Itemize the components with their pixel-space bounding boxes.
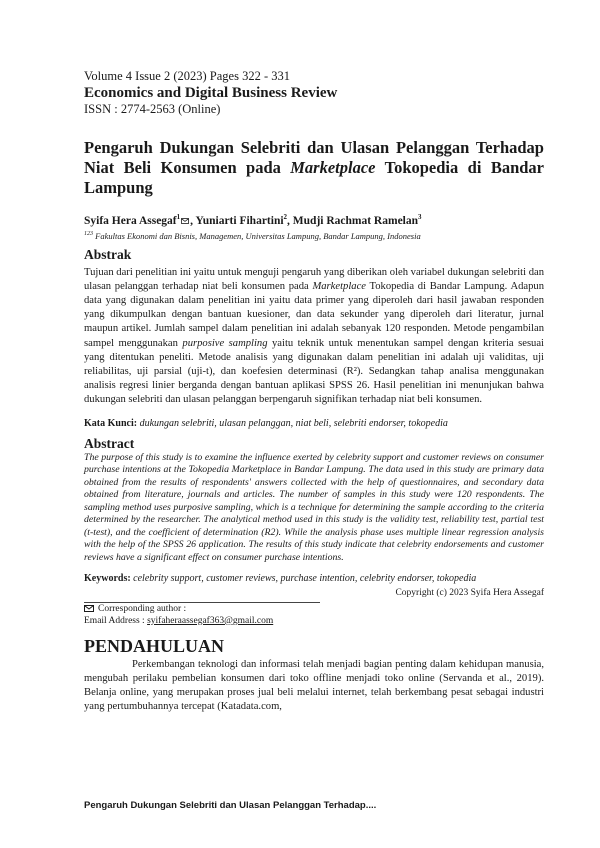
kata-kunci-value: dukungan selebriti, ulasan pelanggan, niat beli, selebriti endorser, tokopedia <box>137 417 448 429</box>
paper-title <box>84 138 544 198</box>
kata-kunci-label: Kata Kunci: <box>84 417 138 429</box>
keywords-label: Keywords: <box>84 573 131 585</box>
title-part-2: Tokopedia di Bandar Lampung <box>84 158 544 197</box>
authors <box>84 210 544 228</box>
abstract-heading: Abstract <box>84 435 135 451</box>
abstract-text: The purpose of this study is to examine the influence exerted by celebrity support and customer reviews on consumer purchase intentions at the Tokopedia Marketplace in Bandar Lampung. The data used in this study are primary data obtained from the results of respondents' answers collected with the help of questionnaires, and secondary data obtained from literature, journals and articles. The number of samples in this study were 120 respondents. The sampling method uses purposive sampling, which is a technique for determining the sample according to the criteria determined by the researcher. The analytical method used in this study is the validity test, reliability test, partial test (t-test), and the coefficient of determination (R2). While the analysis phase uses multiple linear regression analysis with the help of the SPSS 26 application. The results of this study indicate that celebrity endorsements and customer reviews have a significant effect on consumer purchase intentions. <box>84 451 544 563</box>
affiliation-text: Fakultas Ekonomi dan Bisnis, Managemen, Universitas Lampung, Bandar Lampung, Indonesia <box>93 230 421 241</box>
title-italic: Marketplace <box>290 158 376 177</box>
corresponding-author <box>84 603 544 615</box>
issue-info: Volume 4 Issue 2 (2023) Pages 322 - 331 <box>84 69 290 83</box>
keywords <box>84 573 544 586</box>
affiliation <box>84 228 544 242</box>
author-2-sup: 2 <box>283 213 288 221</box>
author-1-sup: 1 <box>176 213 181 221</box>
abstrak-italic-2: purposive sampling <box>182 337 268 349</box>
author-3-sup: 3 <box>418 213 422 221</box>
journal-name: Economics and Digital Business Review <box>84 85 338 101</box>
email-label: Email Address : <box>84 615 148 626</box>
email-link[interactable]: syifaheraassegaf363@gmail.com <box>147 615 274 626</box>
kata-kunci <box>84 417 544 430</box>
envelope-icon <box>84 605 94 612</box>
issn: ISSN : 2774-2563 (Online) <box>84 102 221 116</box>
abstrak-text-3: yaitu teknik untuk menentukan sampel dengan kriteria sesuai yang ditentukan peneliti. Metode analisis yang digunakan dalam penelitian ini adalah uji validitas, uji reliabilitas, uji parsial (uji-t), dan koefesien determinasi (R²). Sedangkan tahap analisa menggunakan analisis regresi linier berganda dengan bantuan aplikasi SPSS 26. Hasil penelitian ini menunjukan bahwa dukungan selebriti dan ulasan pelanggan berpengaruh signifikan terhadap niat beli konsumen. <box>84 337 545 406</box>
email-line <box>84 615 544 627</box>
author-1: Syifa Hera Assegaf <box>84 214 177 227</box>
abstrak-text-1: Tujuan dari penelitian ini yaitu untuk menguji pengaruh yang diberikan oleh variabel dukungan selebriti dan ulasan pelanggan terhadap niat beli konsumen pada <box>84 266 544 292</box>
affiliation-sup: 123 <box>84 230 93 237</box>
author-3: , Mudji Rachmat Ramelan <box>287 214 419 227</box>
copyright: Copyright (c) 2023 Syifa Hera Assegaf <box>395 587 544 598</box>
keywords-value: celebrity support, customer reviews, purchase intention, celebrity endorser, tokopedia <box>130 573 477 585</box>
abstrak-text <box>84 266 544 408</box>
pendahuluan-text: Perkembangan teknologi dan informasi telah menjadi bagian penting dalam kehidupan manusia, mengubah perilaku pembelian konsumen dari toko offline menjadi toko online (Servanda et al., 2019). Belanja online, yang merupakan proses jual beli melalui internet, telah berkembang pesat sebagai industri yang pertumbuhannya tercepat (Katadata.com, <box>84 658 544 712</box>
abstrak-text-2: Tokopedia di Bandar Lampung. Adapun data yang digunakan dalam penelitian ini yaitu data primer yang diperoleh dari hasil jawaban responden yang dikumpulkan dengan bantuan kuesioner, dan data sekunder yang diperoleh dari literatur, jurnal maupun artikel. Jumlah sampel dalam penelitian ini adalah sebanyak 120 responden. Metode pengambilan sampel menggunakan <box>84 280 544 349</box>
abstrak-italic-1: Marketplace <box>312 280 366 292</box>
author-2: , Yuniarti Fihartini <box>190 214 284 227</box>
mail-icon <box>181 218 189 224</box>
title-part-1: Pengaruh Dukungan Selebriti dan Ulasan Pelanggan Terhadap Niat Beli Konsumen pada <box>84 138 544 177</box>
corresponding-label: Corresponding author : <box>98 603 187 614</box>
pendahuluan-heading: PENDAHULUAN <box>84 635 225 656</box>
abstrak-heading: Abstrak <box>84 246 132 262</box>
running-footer: Pengaruh Dukungan Selebriti dan Ulasan Pelanggan Terhadap.... <box>84 800 377 811</box>
